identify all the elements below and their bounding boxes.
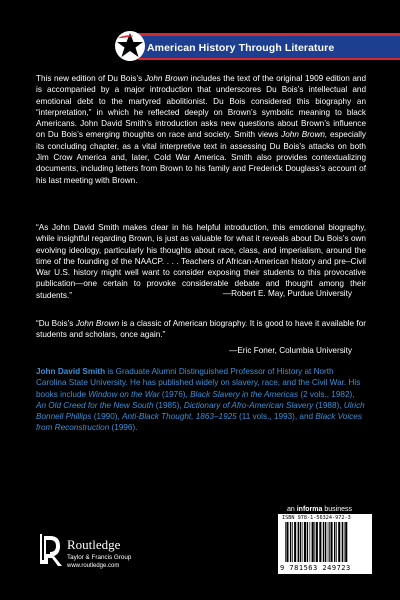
barcode-bar — [312, 522, 314, 562]
barcode-bar — [319, 522, 321, 562]
bio-text: is Graduate Alumni Distinguished Professor of History at North Carolina State University. He has published widely on slavery, race, and the Civil War. His books include — [36, 367, 361, 399]
barcode-bar — [285, 522, 286, 562]
barcode-bar — [334, 522, 335, 562]
barcode-bar — [329, 522, 330, 562]
description-paragraph — [36, 73, 366, 186]
barcode-bar — [290, 522, 291, 562]
book-title-italic: John Brown — [75, 319, 120, 328]
barcode-bar — [338, 522, 340, 562]
barcode-bar — [345, 522, 347, 562]
barcode-bar — [325, 522, 326, 562]
barcode-bar — [310, 522, 311, 562]
description-text: This new edition of Du Bois’s — [36, 74, 145, 83]
bio-book-title: Dictionary of Afro-American Slavery — [183, 400, 314, 410]
description-text: especially its concluding chapter, as a vital interpretive text in assessing Du Bois’s attacks on both Jim Crow America and, later, Cold War America. Smith also provides contextualizing documents, including letters from Brown to his family and Frederick Douglass’s account of his last meeting with Brown. — [36, 130, 367, 185]
bio-text: (1988), — [313, 400, 344, 410]
barcode-bar — [286, 522, 288, 562]
series-banner — [0, 0, 400, 62]
barcode-bar — [294, 522, 296, 562]
barcode-bar — [323, 522, 324, 562]
bio-book-title: Window on the War — [88, 389, 160, 399]
barcode-bar — [314, 522, 315, 562]
barcode-bar — [342, 522, 343, 562]
informa-suffix: business — [322, 506, 352, 513]
bio-text: (1990), — [91, 412, 123, 422]
barcode-number: 9 781563 249723 — [280, 564, 351, 572]
bio-book-title: Black Voices from Reconstruction — [36, 412, 362, 433]
informa-prefix: an — [287, 506, 297, 513]
informa-business-label — [287, 506, 352, 513]
author-bio — [36, 366, 366, 434]
barcode-bar — [316, 522, 318, 562]
isbn-text: ISBN 978-1-56324-972-3 — [282, 515, 351, 521]
bio-text: (1976), — [159, 389, 191, 399]
description-text: includes the text of the original 1909 edition and is accompanied by a major introduction that underscores Du Bois’s intellectual and emotional debt to the martyred abolitionist. Du Bois considered this biography an “interpretation,” in which he reflected deeply on Brown’s symbolic meaning to black Americans. John David Smith’s introduction asks new questions about Brown’s influence on Du Bois’s emerging thoughts on race and society. Smith views — [36, 74, 367, 140]
publisher-group: Taylor & Francis Group — [67, 554, 132, 561]
informa-brand: informa — [296, 506, 323, 513]
bio-text: (11 vols., 1993), and — [236, 412, 316, 422]
series-red-stripe — [138, 33, 400, 36]
barcode-bar — [344, 522, 345, 562]
series-red-stripe-bottom — [138, 58, 400, 60]
publisher-name: Routledge — [67, 537, 121, 552]
book-title-italic: John Brown, — [281, 130, 328, 140]
quote-text: “As John David Smith makes clear in his helpful introduction, this emotional biography, while insightful regarding Brown, is just as valuable for what it reveals about Du Bois’s own evolving ideology, particularly his thoughts about race, class, and imperialism, around the time of the founding of the NAACP. . . . Teachers of African-American history and pre–Civil War U.S. history might well want to consider exposing their students to this provocative publication—one certain to provoke considerable debate and thought among their students.” — [36, 223, 366, 300]
barcode-bar — [328, 522, 329, 562]
barcode-bar — [300, 522, 301, 562]
barcode-bar — [336, 522, 337, 562]
barcode-bar — [307, 522, 308, 562]
review-quote-2 — [36, 318, 366, 341]
barcode-bar — [331, 522, 333, 562]
series-title: American History Through Literature — [147, 42, 335, 54]
quote-text: is a classic of American biography. It is good to have it available for students and scholars, once again.” — [36, 319, 366, 340]
bio-book-title: Anti-Black Thought, 1863–1925 — [122, 412, 237, 422]
isbn-barcode — [278, 514, 372, 574]
bio-book-title: Black Slavery in the Americas — [190, 389, 299, 399]
barcode-bars — [284, 522, 366, 562]
quote-attribution-1: —Robert E. May, Purdue University — [222, 289, 352, 298]
bio-text: (1985), — [153, 400, 184, 410]
barcode-bar — [302, 522, 303, 562]
bio-book-title: Ulrich Bonnell Phillips — [36, 400, 365, 422]
barcode-bar — [304, 522, 306, 562]
bio-text: (2 vols., 1982), — [298, 389, 355, 399]
bio-book-title: An Old Creed for the New South — [36, 400, 154, 410]
quote-attribution-2: —Eric Foner, Columbia University — [229, 346, 352, 355]
barcode-bar — [298, 522, 299, 562]
author-name: John David Smith — [36, 367, 106, 376]
book-title-italic: John Brown — [144, 74, 189, 83]
bio-text: (1996). — [109, 423, 138, 433]
routledge-book-icon — [38, 532, 62, 568]
quote-text: “Du Bois’s — [36, 319, 76, 328]
publisher-url: www.routledge.com — [67, 563, 120, 569]
barcode-bar — [292, 522, 293, 562]
book-description — [36, 73, 366, 186]
